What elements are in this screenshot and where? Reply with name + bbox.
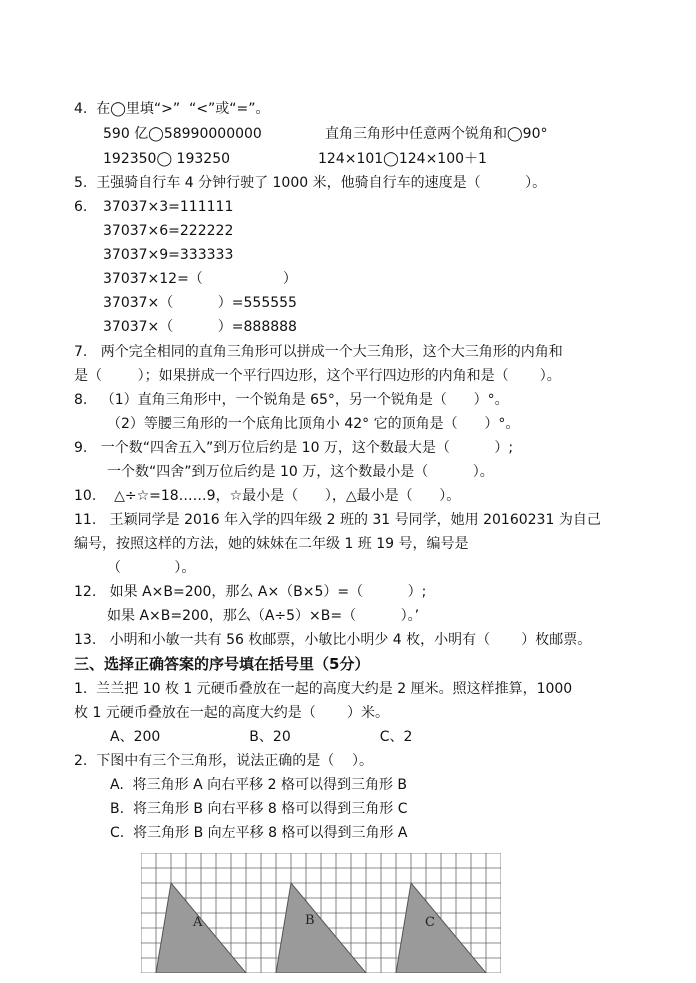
q4-title: 4. 在◯里填“>” “<”或“=”。 <box>74 101 270 117</box>
q11-line2: 编号，按照这样的方法，她的妹妹在二年级 1 班 19 号，编号是 <box>74 536 469 552</box>
q6-line5: 37037×（ ）=555555 <box>103 295 297 311</box>
s1-options: A、200 B、20 C、2 <box>110 729 413 745</box>
q6-line3: 37037×9=333333 <box>103 247 234 263</box>
q7-line2: 是（ ）；如果拼成一个平行四边形，这个平行四边形的内角和是（ ）。 <box>74 368 561 384</box>
q13: 13. 小明和小敏一共有 56 枚邮票，小敏比小明少 4 枚，小明有（ ）枚邮票。 <box>74 632 592 648</box>
q6-line2: 37037×6=222222 <box>103 223 234 239</box>
q12-line1: 12. 如果 A×B=200，那么 A×（B×5）=（ ）; <box>74 584 427 600</box>
q6-line4: 37037×12=（ ） <box>103 271 297 287</box>
q6-line6: 37037×（ ）=888888 <box>103 319 297 335</box>
q4-d: 124×101◯124×100＋1 <box>318 151 487 167</box>
q6-line1: 37037×3=111111 <box>103 199 234 215</box>
q9-line2: 一个数“四舍”到万位后约是 10 万，这个数最小是（ ）。 <box>107 464 494 480</box>
q8-line1: 8. （1）直角三角形中，一个锐角是 65°，另一个锐角是（ ）°。 <box>74 392 509 408</box>
s2-option-b: B. 将三角形 B 向右平移 8 格可以得到三角形 C <box>110 801 408 817</box>
s2-option-a: A. 将三角形 A 向右平移 2 格可以得到三角形 B <box>110 777 408 793</box>
q4-b: 直角三角形中任意两个锐角和◯90° <box>325 126 548 142</box>
triangle-a-label: A <box>193 915 203 930</box>
section-heading: 三、选择正确答案的序号填在括号里（5分） <box>74 655 370 673</box>
triangle-b-label: B <box>305 913 315 928</box>
q9-line1: 9. 一个数“四舍五入”到万位后约是 10 万，这个数最大是（ ）; <box>74 440 514 456</box>
q4-c: 192350◯ 193250 <box>103 151 231 167</box>
triangle-grid-figure <box>141 853 501 973</box>
q5: 5. 王强骑自行车 4 分钟行驶了 1000 米，他骑自行车的速度是（ ）。 <box>74 175 547 191</box>
q11-line3: （ ）。 <box>107 560 196 576</box>
s2-option-c: C. 将三角形 B 向左平移 8 格可以得到三角形 A <box>110 825 408 841</box>
q12-line2: 如果 A×B=200，那么（A÷5）×B=（ ）。’ <box>107 608 420 624</box>
q6-num: 6. <box>74 199 88 215</box>
q7-line1: 7. 两个完全相同的直角三角形可以拼成一个大三角形，这个大三角形的内角和 <box>74 344 563 360</box>
q10: 10. △÷☆=18……9，☆最小是（ ），△最小是（ ）。 <box>74 488 461 504</box>
q11-line1: 11. 王颖同学是 2016 年入学的四年级 2 班的 31 号同学，她用 20160231 为自己 <box>74 512 601 528</box>
s1-line1: 1. 兰兰把 10 枚 1 元硬币叠放在一起的高度大约是 2 厘米。照这样推算，1000 <box>74 681 573 697</box>
q4-a: 590 亿◯58990000000 <box>103 126 262 142</box>
s1-line2: 枚 1 元硬币叠放在一起的高度大约是（ ）米。 <box>74 705 389 721</box>
s2-line1: 2. 下图中有三个三角形，说法正确的是（ ）。 <box>74 753 374 769</box>
q8-line2: （2）等腰三角形的一个底角比顶角小 42° 它的顶角是（ ）°。 <box>107 416 520 432</box>
triangle-c-label: C <box>425 915 435 930</box>
